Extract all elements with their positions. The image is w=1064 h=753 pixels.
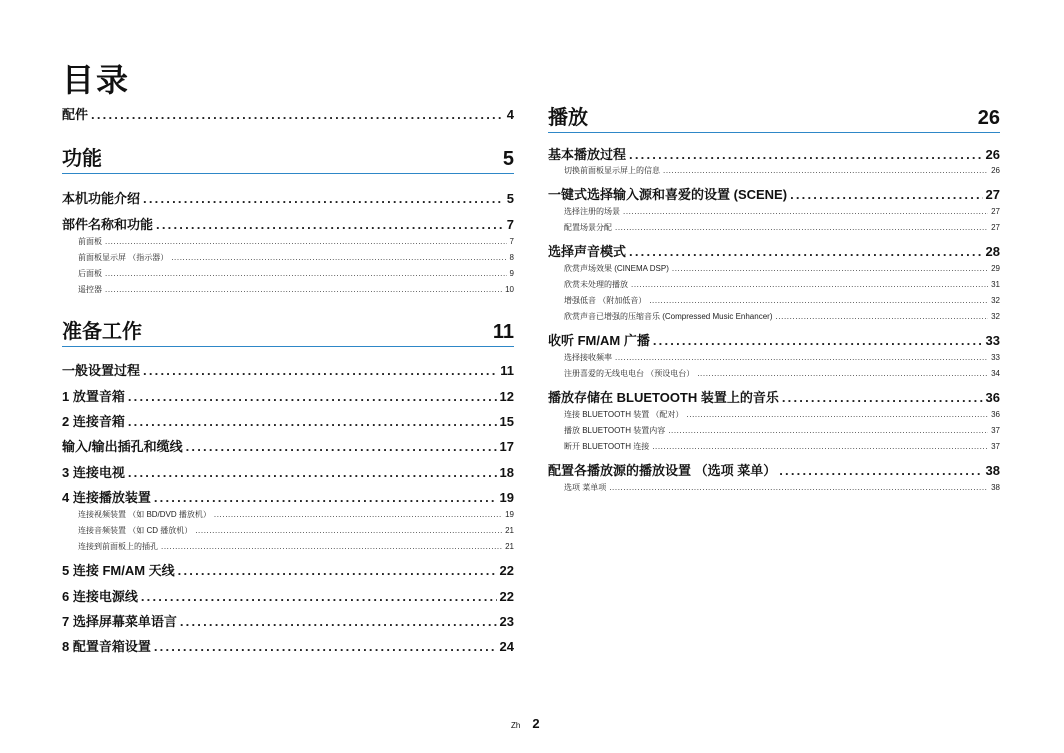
dot-leader — [180, 614, 497, 629]
toc-entry[interactable] — [62, 636, 514, 655]
toc-entry-page: 38 — [985, 463, 1000, 478]
toc-subentry-title: 欣赏声音已增强的压缩音乐 (Compressed Music Enhancer) — [564, 312, 773, 321]
toc-subentry[interactable] — [62, 541, 514, 552]
dot-leader — [609, 483, 988, 492]
toc-subentry-title: 增强低音 （附加低音） — [564, 296, 647, 305]
section-title: 功能 — [62, 148, 102, 170]
toc-entry[interactable] — [62, 462, 514, 481]
dot-leader — [663, 166, 988, 175]
dot-leader — [128, 389, 497, 404]
toc-subentry-page: 37 — [991, 442, 1000, 451]
toc-subentry-page: 9 — [509, 269, 514, 278]
toc-subentry-page: 21 — [505, 542, 514, 551]
toc-subentry-page: 27 — [991, 223, 1000, 232]
toc-subentry[interactable] — [548, 409, 1000, 420]
dot-leader — [631, 280, 988, 289]
section-page: 11 — [492, 321, 514, 343]
dot-leader — [775, 312, 988, 321]
toc-subentry-title: 注册喜爱的无线电电台 （预设电台） — [564, 369, 695, 378]
dot-leader — [629, 244, 983, 259]
toc-entry[interactable] — [62, 611, 514, 630]
dot-leader — [128, 465, 497, 480]
toc-subentry-page: 31 — [991, 280, 1000, 289]
toc-entry-page: 4 — [506, 107, 514, 122]
toc-subentry-title: 切换前面板显示屏上的信息 — [564, 166, 660, 175]
dot-leader — [154, 639, 497, 654]
toc-subentry-title: 连接到前面板上的插孔 — [78, 542, 158, 551]
toc-entry[interactable] — [62, 214, 514, 233]
dot-leader — [156, 217, 504, 232]
toc-subentry-page: 26 — [991, 166, 1000, 175]
toc-subentry-title: 播放 BLUETOOTH 装置内容 — [564, 426, 666, 435]
toc-entry[interactable] — [62, 560, 514, 579]
toc-entry-page: 26 — [985, 147, 1000, 162]
toc-entry-title: 2 连接音箱 — [62, 414, 125, 429]
toc-entry-page: 24 — [499, 639, 514, 654]
toc-subentry-page: 32 — [991, 312, 1000, 321]
toc-subentry-title: 连接 BLUETOOTH 装置 （配对） — [564, 410, 684, 419]
toc-entry[interactable] — [62, 586, 514, 605]
toc-entry-page: 22 — [499, 589, 514, 604]
dot-leader — [91, 107, 504, 122]
toc-subentry[interactable] — [62, 509, 514, 520]
toc-subentry-title: 连接音频装置 （如 CD 播放机） — [78, 526, 193, 535]
dot-leader — [154, 490, 497, 505]
section-page: 5 — [502, 148, 514, 170]
toc-subentry-title: 选项 菜单项 — [564, 483, 607, 492]
section-heading-playback[interactable] — [548, 104, 1000, 133]
toc-subentry-page: 10 — [505, 285, 514, 294]
toc-subentry[interactable] — [548, 165, 1000, 176]
toc-entry[interactable] — [548, 144, 1000, 163]
toc-entry-title: 5 连接 FM/AM 天线 — [62, 563, 175, 578]
dot-leader — [686, 410, 988, 419]
dot-leader — [186, 439, 497, 454]
toc-subentry-page: 38 — [991, 483, 1000, 492]
toc-entry-title: 配置各播放源的播放设置 （选项 菜单） — [548, 463, 777, 478]
toc-subentry-page: 32 — [991, 296, 1000, 305]
toc-entry[interactable] — [548, 184, 1000, 203]
toc-subentry[interactable] — [548, 222, 1000, 233]
page-title: 目录 — [62, 62, 131, 98]
toc-entry-title: 播放存储在 BLUETOOTH 装置上的音乐 — [548, 390, 779, 405]
toc-entry-title: 一键式选择输入源和喜爱的设置 (SCENE) — [548, 187, 788, 202]
toc-subentry[interactable] — [62, 268, 514, 279]
toc-entry[interactable] — [548, 387, 1000, 406]
language-code: Zh — [511, 721, 521, 730]
page-number: 2 — [532, 716, 540, 731]
toc-entry-title: 选择声音模式 — [548, 244, 627, 259]
dot-leader — [782, 390, 983, 405]
dot-leader — [105, 237, 507, 246]
toc-entry-title: 1 放置音箱 — [62, 389, 125, 404]
toc-entry-page: 12 — [499, 389, 514, 404]
dot-leader — [672, 264, 988, 273]
section-title: 播放 — [548, 107, 588, 129]
toc-subentry-title: 欣赏声场效果 (CINEMA DSP) — [564, 264, 669, 273]
toc-subentry-title: 前面板显示屏 （指示器） — [78, 253, 169, 262]
toc-entry-title: 输入/输出插孔和缆线 — [62, 439, 183, 454]
toc-subentry-page: 36 — [991, 410, 1000, 419]
toc-entry[interactable] — [62, 411, 514, 430]
dot-leader — [105, 269, 507, 278]
toc-entry-page: 7 — [506, 217, 514, 232]
toc-entry-page: 33 — [985, 333, 1000, 348]
toc-entry[interactable] — [548, 330, 1000, 349]
toc-entry-title: 一般设置过程 — [62, 363, 141, 378]
toc-entry-page: 36 — [985, 390, 1000, 405]
toc-entry-title: 基本播放过程 — [548, 147, 627, 162]
dot-leader — [105, 285, 502, 294]
dot-leader — [653, 333, 983, 348]
toc-entry-page: 23 — [499, 614, 514, 629]
toc-entry-page: 11 — [500, 363, 514, 378]
toc-entry-title: 7 选择屏幕菜单语言 — [62, 614, 177, 629]
toc-subentry-title: 配置场景分配 — [564, 223, 612, 232]
toc-entry[interactable] — [548, 241, 1000, 260]
toc-subentry-title: 前面板 — [78, 237, 102, 246]
toc-entry[interactable] — [548, 460, 1000, 479]
toc-subentry-title: 选择接收频率 — [564, 353, 612, 362]
toc-subentry[interactable] — [548, 263, 1000, 274]
toc-entry-title: 部件名称和功能 — [62, 217, 154, 232]
dot-leader — [615, 223, 988, 232]
dot-leader — [128, 414, 497, 429]
dot-leader — [143, 191, 504, 206]
dot-leader — [790, 187, 982, 202]
toc-entry[interactable] — [62, 436, 514, 455]
dot-leader — [629, 147, 983, 162]
toc-subentry-title: 选择注册的场景 — [564, 207, 620, 216]
toc-entry-page: 19 — [499, 490, 514, 505]
toc-entry-title: 配件 — [62, 107, 89, 122]
dot-leader — [623, 207, 988, 216]
toc-subentry[interactable] — [548, 295, 1000, 306]
dot-leader — [171, 253, 506, 262]
toc-subentry[interactable] — [62, 252, 514, 263]
toc-subentry[interactable] — [548, 482, 1000, 493]
toc-entry[interactable] — [62, 360, 514, 379]
section-heading-features[interactable] — [62, 146, 514, 174]
toc-subentry-page: 21 — [505, 526, 514, 535]
toc-subentry[interactable] — [548, 425, 1000, 436]
toc-subentry[interactable] — [548, 311, 1000, 322]
toc-entry-title: 6 连接电源线 — [62, 589, 138, 604]
toc-subentry[interactable] — [548, 206, 1000, 217]
section-title: 准备工作 — [62, 321, 142, 343]
toc-entry[interactable] — [62, 188, 514, 207]
toc-subentry-page: 8 — [509, 253, 514, 262]
toc-entry[interactable] — [62, 386, 514, 405]
toc-entry-title: 收听 FM/AM 广播 — [548, 333, 650, 348]
toc-subentry-title: 遥控器 — [78, 285, 102, 294]
toc-entry-page: 22 — [499, 563, 514, 578]
toc-subentry-title: 后面板 — [78, 269, 102, 278]
toc-subentry-title: 连接视频装置 （如 BD/DVD 播放机） — [78, 510, 211, 519]
dot-leader — [141, 589, 497, 604]
dot-leader — [697, 369, 988, 378]
section-heading-preparation[interactable] — [62, 318, 514, 347]
toc-subentry[interactable] — [548, 441, 1000, 452]
toc-subentry-page: 34 — [991, 369, 1000, 378]
dot-leader — [668, 426, 988, 435]
dot-leader — [161, 542, 502, 551]
toc-subentry[interactable] — [548, 352, 1000, 363]
toc-subentry-title: 欣赏未处理的播放 — [564, 280, 628, 289]
toc-subentry[interactable] — [62, 236, 514, 247]
dot-leader — [143, 363, 497, 378]
toc-subentry-page: 29 — [991, 264, 1000, 273]
toc-entry-page: 27 — [985, 187, 1000, 202]
toc-subentry-page: 33 — [991, 353, 1000, 362]
dot-leader — [195, 526, 502, 535]
section-page: 26 — [977, 107, 1000, 129]
dot-leader — [649, 296, 988, 305]
toc-entry-page: 17 — [499, 439, 514, 454]
toc-subentry[interactable] — [548, 279, 1000, 290]
toc-entry-page: 28 — [985, 244, 1000, 259]
toc-subentry[interactable] — [62, 284, 514, 295]
toc-entry-title: 本机功能介绍 — [62, 191, 141, 206]
dot-leader — [652, 442, 988, 451]
toc-entry-page: 18 — [499, 465, 514, 480]
dot-leader — [779, 463, 982, 478]
toc-subentry-title: 断开 BLUETOOTH 连接 — [564, 442, 650, 451]
dot-leader — [615, 353, 988, 362]
toc-subentry-page: 7 — [509, 237, 514, 246]
dot-leader — [178, 563, 497, 578]
toc-subentry[interactable] — [548, 368, 1000, 379]
toc-subentry-page: 27 — [991, 207, 1000, 216]
toc-entry-page: 5 — [506, 191, 514, 206]
page-footer — [511, 716, 540, 731]
toc-entry[interactable] — [62, 487, 514, 506]
dot-leader — [214, 510, 502, 519]
toc-subentry-page: 19 — [505, 510, 514, 519]
toc-entry-title: 3 连接电视 — [62, 465, 125, 480]
toc-entry-title: 4 连接播放装置 — [62, 490, 151, 505]
toc-subentry-page: 37 — [991, 426, 1000, 435]
toc-entry-accessories[interactable] — [62, 104, 514, 123]
toc-entry-title: 8 配置音箱设置 — [62, 639, 151, 654]
toc-entry-page: 15 — [499, 414, 514, 429]
toc-subentry[interactable] — [62, 525, 514, 536]
